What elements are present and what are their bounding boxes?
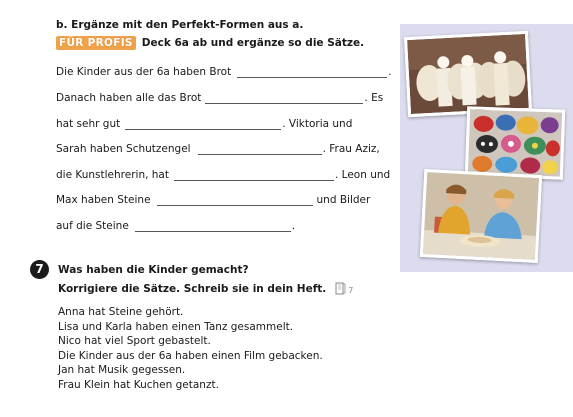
fill-line-4 [56,143,380,155]
list-item: Die Kinder aus der 6a haben einen Film gebacken. [58,349,323,362]
fill-line-text: und Bilder [316,194,371,206]
fill-line-text: . Frau Aziz, [322,143,380,155]
notebook-number: 7 [348,286,354,295]
fill-line-text: . [388,66,392,78]
fill-line-text: . Viktoria und [282,118,353,130]
list-item: Frau Klein hat Kuchen getanzt. [58,378,219,391]
fill-line-3 [56,118,352,130]
fill-line-text: die Kunstlehrerin, hat [56,169,169,181]
photo-panel [400,24,573,272]
task-7-instruction-line [58,282,353,295]
task-7-title: Was haben die Kinder gemacht? [58,264,249,276]
task-number-badge: 7 [30,260,49,279]
answer-blank[interactable] [174,171,334,181]
answer-blank[interactable] [237,68,387,78]
fill-line-text: Sarah haben Schutzengel [56,143,191,155]
list-item: Anna hat Steine gehört. [58,306,184,318]
fill-line-text: Die Kinder aus der 6a haben Brot [56,66,232,78]
fill-line-text: Max haben Steine [56,194,151,206]
photo-steine [465,106,565,179]
answer-blank[interactable] [157,196,313,206]
list-item: Nico hat viel Sport gebastelt. [58,335,211,348]
notebook-reference [334,282,353,295]
fill-line-text: . Leon und [335,169,391,181]
profis-instruction-line [56,36,364,50]
task-b-instruction: Deck 6a ab und ergänze so die Sätze. [141,37,365,49]
fill-line-text: auf die Steine [56,220,129,232]
fill-line-6 [56,194,370,206]
fill-line-text: . [291,220,296,232]
list-item: Lisa und Karla haben einen Tanz gesammelt. [58,320,294,333]
answer-blank[interactable] [125,120,281,130]
fill-line-1 [56,66,392,78]
angels-image [407,34,529,114]
sentence-list [58,305,323,393]
answer-blank[interactable] [198,145,322,155]
fill-line-text: Danach haben alle das Brot [56,92,202,104]
fill-line-5 [56,169,390,181]
stones-image [468,109,562,176]
list-item: Jan hat Musik gegessen. [58,364,186,377]
photo-brot-backen [420,169,542,263]
fill-line-text: . Es [364,92,384,104]
task-7-instruction: Korrigiere die Sätze. Schreib sie in dein Heft. [58,282,327,295]
photo-schutzengel [404,31,532,117]
answer-blank[interactable] [135,222,291,232]
task-b-heading: b. Ergänze mit den Perfekt-Formen aus a. [56,19,304,31]
baking-image [423,172,539,260]
fuer-profis-badge: FÜR PROFIS [56,36,136,50]
fill-line-text: hat sehr gut [56,118,121,130]
fill-line-2 [56,92,383,104]
answer-blank[interactable] [205,94,363,104]
notebook-icon [334,282,346,295]
fill-line-7 [56,220,295,232]
